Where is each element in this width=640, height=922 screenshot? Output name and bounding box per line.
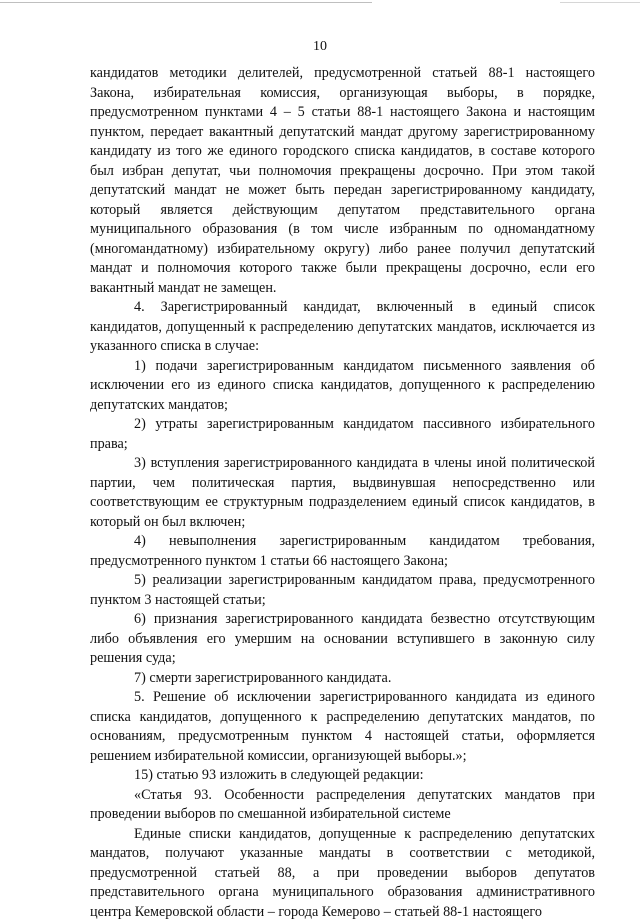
paragraph-subitem-7: 7) смерти зарегистрированного кандидата. [90, 669, 595, 689]
paragraph-subitem-6: 6) признания зарегистрированного кандидата безвестно отсутствующим либо объявления его умершим на основании вступившего в законную силу решения суда; [90, 610, 595, 669]
paragraph-item-5: 5. Решение об исключении зарегистрированного кандидата из единого списка кандидатов, допущенного к распределению депутатских мандатов, по основаниям, предусмотренным пунктом 4 настоящей статьи, оформляется решением избирательной комиссии, организующей выборы.»; [90, 688, 595, 766]
paragraph-continuation: кандидатов методики делителей, предусмотренной статьей 88-1 настоящего Закона, избирательная комиссия, организующая выборы, в порядке, предусмотренном пунктами 4 – 5 статьи 88-1 настоящего Закона и настоящим пунктом, передает вакантный депутатский мандат другому зарегистрированному кандидату из того же единого городского списка кандидатов, в составе которого был избран депутат, чьи полномочия прекращены досрочно. При этом такой депутатский мандат не может быть передан зарегистрированному кандидату, который является действующим депутатом представительного органа муниципального образования (в том числе избранным по одномандатному (многомандатному) избирательному округу) либо ранее получил депутатский мандат и полномочия которого также были прекращены досрочно, если его вакантный мандат не замещен. [90, 64, 595, 298]
page-number: 10 [0, 39, 640, 55]
document-body [90, 64, 595, 922]
scan-edge-line-right [560, 2, 640, 3]
paragraph-subitem-5: 5) реализации зарегистрированным кандидатом права, предусмотренного пунктом 3 настоящей статьи; [90, 571, 595, 610]
paragraph-article-93-text: Единые списки кандидатов, допущенные к распределению депутатских мандатов, получают указанные мандаты в соответствии с методикой, предусмотренной статьей 88, а при проведении выборов депутатов представительного органа муниципального образования административного центра Кемеровской области – города Кемерово – статьей 88-1 настоящего [90, 825, 595, 922]
paragraph-article-93-heading: «Статья 93. Особенности распределения депутатских мандатов при проведении выборов по смешанной избирательной системе [90, 786, 595, 825]
paragraph-subitem-1: 1) подачи зарегистрированным кандидатом письменного заявления об исключении его из единого списка кандидатов, допущенного к распределению депутатских мандатов; [90, 357, 595, 416]
scan-edge-line-left [0, 2, 372, 3]
paragraph-subitem-3: 3) вступления зарегистрированного кандидата в члены иной политической партии, чем политическая партия, выдвинувшая непосредственно или соответствующим ее структурным подразделением единый список кандидатов, в который он был включен; [90, 454, 595, 532]
paragraph-item-4: 4. Зарегистрированный кандидат, включенный в единый список кандидатов, допущенный к распределению депутатских мандатов, исключается из указанного списка в случае: [90, 298, 595, 357]
paragraph-subitem-4: 4) невыполнения зарегистрированным кандидатом требования, предусмотренного пунктом 1 статьи 66 настоящего Закона; [90, 532, 595, 571]
paragraph-subitem-2: 2) утраты зарегистрированным кандидатом пассивного избирательного права; [90, 415, 595, 454]
paragraph-amendment-15: 15) статью 93 изложить в следующей редакции: [90, 766, 595, 786]
